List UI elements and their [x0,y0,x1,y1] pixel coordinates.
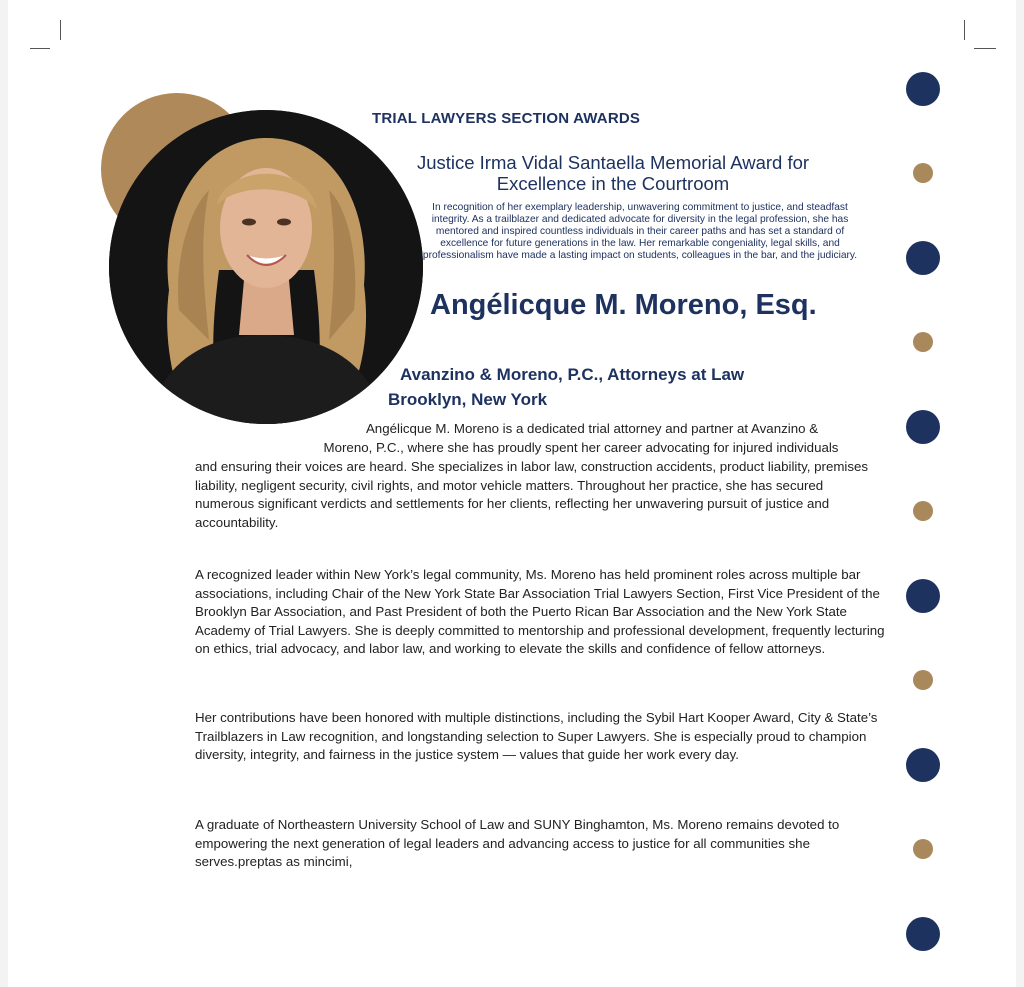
decorative-navy-dot [906,72,940,106]
decorative-navy-dot [906,917,940,951]
decorative-navy-dot [906,410,940,444]
crop-mark-top-right-vertical [964,20,965,40]
decorative-navy-dot [906,579,940,613]
decorative-gold-dot [913,332,933,352]
bio-paragraph-3: Her contributions have been honored with multiple distinctions, including the Sybil Hart Kooper Award, City & State’s Trailblazers in Law recognition, and longstanding selection to Super Lawyers. She is especially proud to champion diversity, integrity, and fairness in the justice system — values that guide her work every day. [195,710,878,763]
crop-mark-top-left-vertical [60,20,61,40]
bio-paragraph-4: A graduate of Northeastern University School of Law and SUNY Binghamton, Ms. Moreno remains devoted to empowering the next generation of legal leaders and advancing access to justice for all communities she serves.preptas as mincimi, [195,817,840,870]
honoree-name: Angélicque M. Moreno, Esq. [430,289,817,321]
document-page [8,0,1016,987]
decorative-navy-dot [906,748,940,782]
award-description: In recognition of her exemplary leadership, unwavering commitment to justice, and steadfast integrity. As a trailblazer and dedicated advocate for diversity in the legal profession, she has mentored and inspired countless individuals in their career paths and has set a standard of excellence for future generations in the law. Her remarkable congeniality, legal skills, and professionalism have made a lasting impact on students, colleagues in the bar, and the judiciary. [422,202,858,261]
award-title-line-2: Excellence in the Courtroom [496,173,730,194]
bio-paragraph-1-rest: and ensuring their voices are heard. She specializes in labor law, construction accidents, product liability, premises liability, negligent security, civil rights, and motor vehicle matters. Throughout her practice, she has secured numerous significant verdicts and settlements for her clients, reflecting her unwavering pursuit of justice and accountability. [195,459,869,530]
decorative-gold-dot [913,670,933,690]
decorative-gold-dot [913,163,933,183]
crop-mark-top-right-horizontal [974,48,996,49]
award-title-line-1: Justice Irma Vidal Santaella Memorial Award for [416,152,810,173]
decorative-gold-dot [913,839,933,859]
award-title [388,152,838,194]
honoree-portrait [109,110,423,424]
crop-mark-top-left-horizontal [30,48,50,49]
bio-paragraph-1-line-2: Moreno, P.C., where she has proudly spent her career advocating for injured individuals [323,440,839,455]
honoree-firm: Avanzino & Moreno, P.C., Attorneys at Law [400,365,745,384]
decorative-gold-dot [913,501,933,521]
section-title: TRIAL LAWYERS SECTION AWARDS [372,110,641,127]
bio-paragraph-2: A recognized leader within New York’s legal community, Ms. Moreno has held prominent roles across multiple bar associations, including Chair of the New York State Bar Association Trial Lawyers Section, First Vice President of the Brooklyn Bar Association, and Past President of both the Puerto Rican Bar Association and the New York State Academy of Trial Lawyers. She is deeply committed to mentorship and professional development, frequently lecturing on ethics, trial advocacy, and labor law, and working to elevate the skills and confidence of fellow attorneys. [195,567,885,657]
honoree-location: Brooklyn, New York [388,390,548,409]
decorative-navy-dot [906,241,940,275]
bio-paragraph-1-line-1: Angélicque M. Moreno is a dedicated trial attorney and partner at Avanzino & [365,421,819,436]
